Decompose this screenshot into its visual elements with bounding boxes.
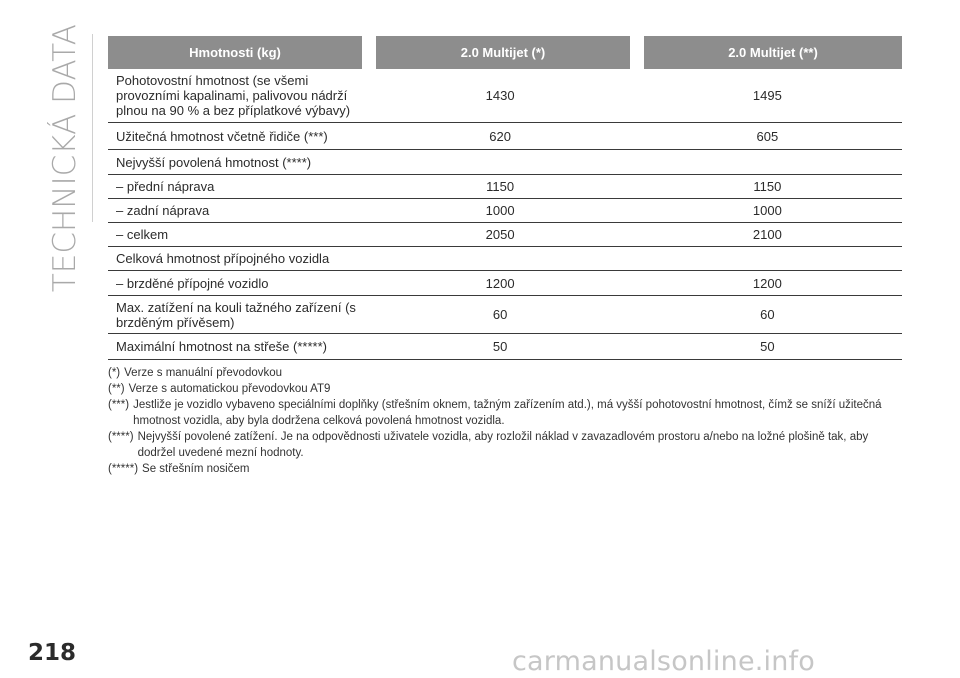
row-value-manual: 620 [489, 128, 511, 144]
footnote-text: Verze s manuální převodovkou [124, 367, 283, 379]
row-value-manual: 60 [492, 307, 508, 322]
section-title [44, 24, 86, 293]
footnote-mark: (*****) [108, 463, 139, 475]
table-row [108, 123, 902, 150]
footnote [108, 381, 888, 397]
table-row [108, 247, 902, 271]
row-value-manual: 50 [492, 339, 508, 354]
row-label: – zadní náprava [116, 203, 210, 218]
table-row [108, 175, 902, 199]
footnote [108, 429, 888, 461]
table-row [108, 334, 902, 360]
footnote-text: Se střešním nosičem [142, 463, 250, 475]
row-value-manual: 1150 [486, 179, 515, 194]
row-value-manual: 1000 [485, 203, 515, 218]
footnote-mark: (**) [108, 383, 125, 395]
header-multijet-manual: 2.0 Multijet (*) [376, 36, 630, 69]
section-divider [92, 34, 93, 222]
row-value-auto: 60 [760, 307, 775, 322]
table-row [108, 199, 902, 223]
footnote-text: Jestliže je vozidlo vybaveno speciálními doplňky (střešním oknem, tažným zařízením atd.), má vyšší pohotovostní hmotnost, čímž se sníží užitečná hmotnost vozidla, aby byla dodržena celková povolená hmotnost vozidla. [133, 399, 882, 427]
watermark: carmanualsonline.info [512, 646, 815, 677]
table-row [108, 223, 902, 247]
footnote [108, 397, 888, 429]
row-value-auto: 50 [760, 339, 775, 354]
row-value-manual: 1200 [485, 275, 515, 291]
footnote-text: Nejvyšší povolené zatížení. Je na odpovědnosti uživatele vozidla, aby rozložil náklad v zavazadlovém prostoru a/nebo na ložné plošině tak, aby dodržel uvedené mezní hodnoty. [137, 431, 869, 459]
row-label: Celková hmotnost přípojného vozidla [116, 251, 330, 266]
row-label: – přední náprava [116, 179, 215, 194]
row-value-manual: 1430 [485, 88, 515, 103]
row-value-auto: 1150 [753, 179, 782, 194]
table-row [108, 296, 902, 334]
table-header [108, 36, 902, 69]
weights-table [108, 36, 902, 360]
row-value-auto: 605 [756, 128, 779, 144]
footnote [108, 365, 888, 381]
footnote [108, 461, 888, 477]
table-row [108, 271, 902, 296]
row-label: – brzděné přípojné vozidlo [116, 275, 269, 291]
footnote-text: Verze s automatickou převodovkou AT9 [128, 383, 331, 395]
row-label: – celkem [116, 227, 169, 242]
row-value-auto: 1200 [752, 275, 782, 291]
section-title-text: TECHNICKÁ DATA [47, 24, 83, 293]
row-label: Maximální hmotnost na střeše (*****) [116, 339, 327, 354]
header-weights: Hmotnosti (kg) [108, 36, 362, 69]
row-label: Nejvyšší povolená hmotnost (****) [116, 154, 312, 170]
table-row [108, 150, 902, 175]
footnotes [108, 365, 888, 477]
footnote-mark: (*) [108, 367, 121, 379]
row-label: Pohotovostní hmotnost (se všemi provozními kapalinami, palivovou nádrží plnou na 90 % a bez příplatkové výbavy) [116, 73, 351, 118]
row-label: Užitečná hmotnost včetně řidiče (***) [116, 128, 328, 144]
footnote-mark: (****) [108, 431, 134, 443]
row-value-auto: 1000 [752, 203, 782, 218]
row-value-auto: 2100 [752, 227, 782, 242]
row-value-auto: 1495 [752, 88, 782, 103]
row-label: Max. zatížení na kouli tažného zařízení (s brzděným přívěsem) [116, 299, 356, 330]
row-value-manual: 2050 [485, 227, 515, 242]
footnote-mark: (***) [108, 399, 130, 411]
table-row [108, 69, 902, 123]
page-number: 218 [28, 640, 77, 666]
header-multijet-auto: 2.0 Multijet (**) [644, 36, 902, 69]
